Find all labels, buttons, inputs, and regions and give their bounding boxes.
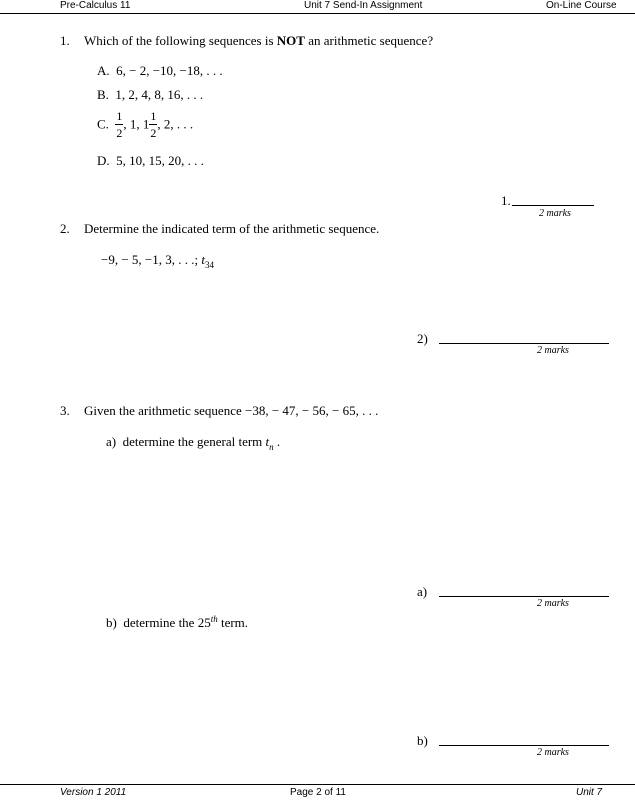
header-divider	[0, 13, 635, 14]
answer-1-label: 1.	[501, 193, 511, 208]
option-d-label: D.	[97, 153, 110, 168]
part-b-label: b)	[106, 615, 117, 630]
option-c	[97, 110, 193, 139]
answer-3b-marks: 2 marks	[537, 747, 569, 758]
part-b-text: determine the 25	[123, 615, 211, 630]
question-1-text-before: Which of the following sequences is	[84, 33, 277, 48]
option-b-text: 1, 2, 4, 8, 16, . . .	[115, 87, 204, 102]
question-2-sequence-values: −9, − 5, −1, 3, . . .;	[101, 252, 202, 267]
question-2-sequence	[101, 252, 214, 268]
part-b-end: term.	[217, 615, 249, 630]
option-a-text: 6, − 2, −10, −18, . . .	[116, 63, 223, 78]
answer-2-line[interactable]	[439, 343, 609, 344]
option-c-fraction-1-denominator: 2	[116, 126, 123, 140]
option-c-fraction-1-numerator: 1	[116, 109, 123, 123]
part-a-label: a)	[106, 434, 117, 449]
footer-unit: Unit 7	[576, 787, 603, 798]
option-a-label: A.	[97, 63, 110, 78]
option-b-label: B.	[97, 87, 109, 102]
part-a-variable: t	[265, 434, 270, 449]
question-1-number: 1.	[60, 33, 70, 48]
option-a	[97, 63, 223, 79]
option-d-text: 5, 10, 15, 20, . . .	[116, 153, 204, 168]
question-3-part-b	[106, 615, 248, 631]
part-a-subscript: n	[269, 442, 274, 452]
footer-divider	[0, 784, 635, 785]
question-2-number: 2.	[60, 221, 70, 236]
part-a-text: determine the general term	[122, 434, 266, 449]
question-2-term-variable: t	[201, 252, 205, 267]
question-3-text: Given the arithmetic sequence −38, − 47, − 56, − 65, . . .	[84, 403, 379, 418]
option-c-fraction-2-numerator: 1	[150, 109, 157, 123]
header-course-name: Pre-Calculus 11	[60, 0, 131, 11]
answer-3b-label: b)	[417, 733, 428, 748]
question-2-term-subscript: 34	[204, 260, 214, 270]
part-a-end: .	[273, 434, 281, 449]
question-3-part-a	[106, 434, 280, 450]
option-c-part-3: , 2, . . .	[157, 116, 194, 132]
option-c-label: C.	[97, 116, 109, 132]
option-b	[97, 87, 203, 103]
part-b-superscript: th	[210, 614, 218, 624]
question-1-text-after: an arithmetic sequence?	[304, 33, 434, 48]
answer-2-label: 2)	[417, 331, 428, 346]
answer-3a-marks: 2 marks	[537, 598, 569, 609]
footer-page-number: Page 2 of 11	[290, 787, 346, 798]
question-3-number: 3.	[60, 403, 70, 418]
question-1-text	[84, 33, 433, 49]
question-1-text-bold: NOT	[276, 33, 305, 48]
header-assignment-title: Unit 7 Send-In Assignment	[304, 0, 423, 11]
answer-2-marks: 2 marks	[537, 345, 569, 356]
answer-1-line[interactable]	[512, 205, 594, 206]
option-c-part-2: , 1, 1	[123, 116, 150, 132]
header-course-type: On-Line Course	[546, 0, 617, 11]
answer-3a-line[interactable]	[439, 596, 609, 597]
answer-3a-label: a)	[417, 584, 428, 599]
answer-3b-line[interactable]	[439, 745, 609, 746]
footer-version: Version 1 2011	[60, 787, 127, 798]
question-2-text: Determine the indicated term of the arithmetic sequence.	[84, 221, 380, 236]
answer-1-marks: 2 marks	[539, 208, 571, 219]
option-d	[97, 153, 204, 169]
option-c-fraction-2-denominator: 2	[150, 126, 157, 140]
